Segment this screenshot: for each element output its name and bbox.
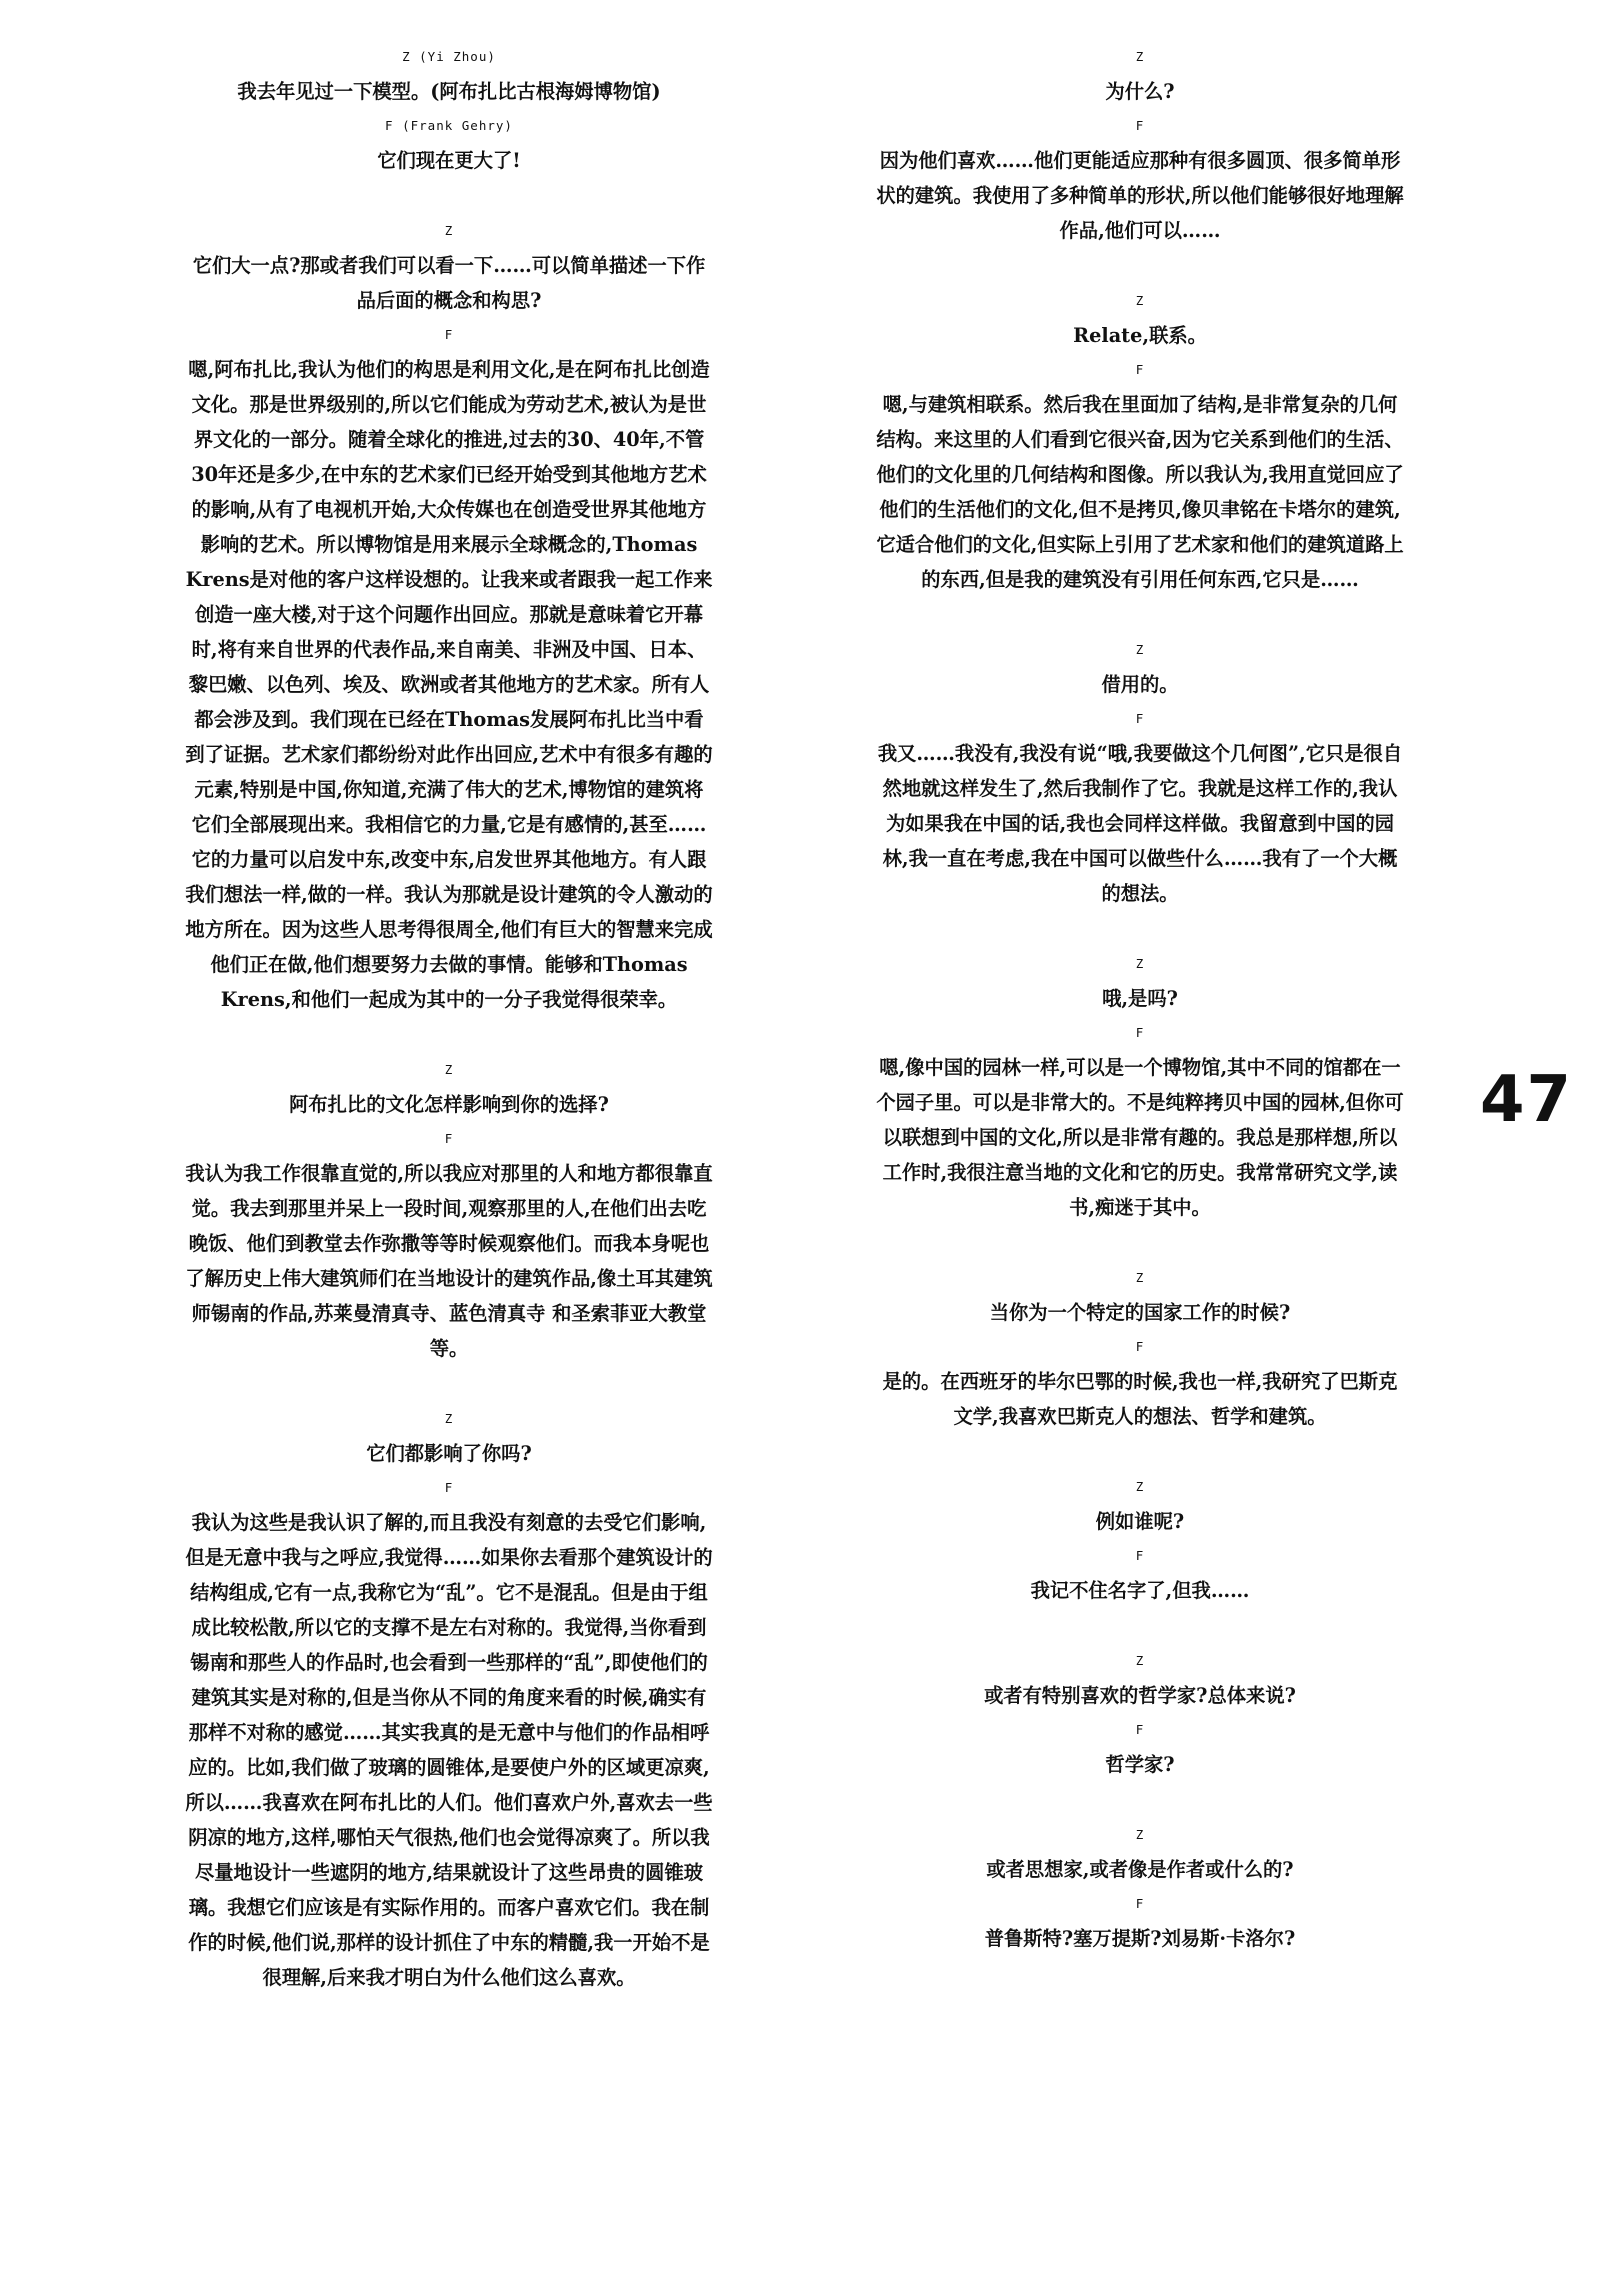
interview-text: Relate,联系。 — [1073, 324, 1207, 347]
speaker-label: Z — [1135, 1270, 1145, 1285]
interview-text: 因为他们喜欢……他们更能适应那种有很多圆顶、很多简单形状的建筑。我使用了多种简单的形状,所以他们能够很好地理解作品,他们可以…… — [876, 149, 1404, 242]
speaker-label: F — [1135, 1722, 1145, 1737]
interview-text: 我去年见过一下模型。(阿布扎比古根海姆博物馆) — [237, 80, 661, 103]
interview-text: 嗯,像中国的园林一样,可以是一个博物馆,其中不同的馆都在一个园子里。可以是非常大的。不是纯粹拷贝中国的园林,但你可以联想到中国的文化,所以是非常有趣的。我总是那样想,所以工作时,我很注意当地的文化和它的历史。我常常研究文学,读书,痴迷于其中。 — [876, 1056, 1404, 1219]
speaker-label: F — [1135, 1896, 1145, 1911]
speaker-label: F — [444, 327, 454, 342]
interview-text: 是的。在西班牙的毕尔巴鄂的时候,我也一样,我研究了巴斯克文学,我喜欢巴斯克人的想法、哲学和建筑。 — [882, 1370, 1398, 1428]
speaker-label: Z — [1135, 1479, 1145, 1494]
interview-text: 哦,是吗? — [1102, 987, 1178, 1010]
speaker-label: F — [1135, 1025, 1145, 1040]
interview-text: 嗯,阿布扎比,我认为他们的构思是利用文化,是在阿布扎比创造文化。那是世界级别的,所以它们能成为劳动艺术,被认为是世界文化的一部分。随着全球化的推进,过去的30、40年,不管30年还是多少,在中东的艺术家们已经开始受到其他地方艺术的影响,从有了电视机开始,大众传媒也在创造受世界其他地方影响的艺术。所以博物馆是用来展示全球概念的,Thomas Krens是对他的客户这样设想的。让我来或者跟我一起工作来创造一座大楼,对于这个问题作出回应。那就是意味着它开幕时,将有来自世界的代表作品,来自南美、非洲及中国、日本、黎巴嫩、以色列、埃及、欧洲或者其他地方的艺术家。所有人都会涉及到。我们现在已经在Thomas发展阿布扎比当中看到了证据。艺术家们都纷纷对此作出回应,艺术中有很多有趣的元素,特别是中国,你知道,充满了伟大的艺术,博物馆的建筑将它们全部展现出来。我相信它的力量,它是有感情的,甚至……它的力量可以启发中东,改变中东,启发世界其他地方。有人跟我们想法一样,做的一样。我认为那就是设计建筑的令人激动的地方所在。因为这些人思考得很周全,他们有巨大的智慧来完成他们正在做,他们想要努力去做的事情。能够和Thomas Krens,和他们一起成为其中的一分子我觉得很荣幸。 — [185, 358, 713, 1011]
speaker-label: F — [444, 1480, 454, 1495]
speaker-label: F — [444, 1131, 454, 1146]
speaker-label: F — [1135, 118, 1145, 133]
right-column — [876, 40, 1404, 1956]
speaker-label: Z — [444, 1411, 454, 1426]
speaker-label: Z — [1135, 956, 1145, 971]
interview-text: 借用的。 — [1101, 673, 1179, 696]
speaker-label: F — [1135, 1548, 1145, 1563]
speaker-label: Z — [1135, 1653, 1145, 1668]
speaker-label: Z — [444, 1062, 454, 1077]
left-column — [185, 40, 713, 1995]
speaker-label: Z — [444, 223, 454, 238]
speaker-label: Z — [1135, 642, 1145, 657]
interview-text: 我又……我没有,我没有说“哦,我要做这个几何图”,它只是很自然地就这样发生了,然后我制作了它。我就是这样工作的,我认为如果我在中国的话,我也会同样这样做。我留意到中国的园林,我一直在考虑,我在中国可以做些什么……我有了一个大概的想法。 — [877, 742, 1403, 905]
page-number: 47 — [1480, 1063, 1574, 1137]
interview-text: 它们都影响了你吗? — [366, 1442, 532, 1465]
speaker-label: Z — [1135, 1827, 1145, 1842]
interview-text: 我记不住名字了,但我…… — [1030, 1579, 1250, 1602]
interview-text: 例如谁呢? — [1095, 1510, 1185, 1533]
speaker-label: F (Frank Gehry) — [385, 118, 513, 133]
speaker-label: F — [1135, 1339, 1145, 1354]
speaker-label: F — [1135, 362, 1145, 377]
interview-text: 它们大一点?那或者我们可以看一下……可以简单描述一下作品后面的概念和构思? — [192, 254, 706, 312]
interview-text: 当你为一个特定的国家工作的时候? — [989, 1301, 1291, 1324]
interview-text: 哲学家? — [1105, 1753, 1175, 1776]
interview-text: 或者思想家,或者像是作者或什么的? — [986, 1858, 1294, 1881]
interview-text: 为什么? — [1105, 80, 1175, 103]
interview-text: 我认为这些是我认识了解的,而且我没有刻意的去受它们影响,但是无意中我与之呼应,我觉得……如果你去看那个建筑设计的结构组成,它有一点,我称它为“乱”。它不是混乱。但是由于组成比较松散,所以它的支撑不是左右对称的。我觉得,当你看到锡南和那些人的作品时,也会看到一些那样的“乱”,即使他们的建筑其实是对称的,但是当你从不同的角度来看的时候,确实有那样不对称的感觉……其实我真的是无意中与他们的作品相呼应的。比如,我们做了玻璃的圆锥体,是要使户外的区域更凉爽,所以……我喜欢在阿布扎比的人们。他们喜欢户外,喜欢去一些阴凉的地方,这样,哪怕天气很热,他们也会觉得凉爽了。所以我尽量地设计一些遮阴的地方,结果就设计了这些昂贵的圆锥玻璃。我想它们应该是有实际作用的。而客户喜欢它们。我在制作的时候,他们说,那样的设计抓住了中东的精髓,我一开始不是很理解,后来我才明白为什么他们这么喜欢。 — [185, 1511, 713, 1989]
interview-text: 它们现在更大了! — [377, 149, 521, 172]
interview-text: 我认为我工作很靠直觉的,所以我应对那里的人和地方都很靠直觉。我去到那里并呆上一段时间,观察那里的人,在他们出去吃晚饭、他们到教堂去作弥撒等等时候观察他们。而我本身呢也了解历史上伟大建筑师们在当地设计的建筑作品,像土耳其建筑师锡南的作品,苏莱曼清真寺、蓝色清真寺 和圣索菲亚大教堂等。 — [185, 1162, 713, 1360]
interview-text: 普鲁斯特?塞万提斯?刘易斯·卡洛尔? — [984, 1927, 1296, 1950]
speaker-label: F — [1135, 711, 1145, 726]
interview-text: 嗯,与建筑相联系。然后我在里面加了结构,是非常复杂的几何结构。来这里的人们看到它很兴奋,因为它关系到他们的生活、他们的文化里的几何结构和图像。所以我认为,我用直觉回应了他们的生活他们的文化,但不是拷贝,像贝聿铭在卡塔尔的建筑,它适合他们的文化,但实际上引用了艺术家和他们的建筑道路上的东西,但是我的建筑没有引用任何东西,它只是…… — [876, 393, 1404, 591]
speaker-label: Z — [1135, 49, 1145, 64]
interview-text: 或者有特别喜欢的哲学家?总体来说? — [984, 1684, 1296, 1707]
speaker-label: Z (Yi Zhou) — [402, 49, 496, 64]
speaker-label: Z — [1135, 293, 1145, 308]
interview-text: 阿布扎比的文化怎样影响到你的选择? — [289, 1093, 609, 1116]
